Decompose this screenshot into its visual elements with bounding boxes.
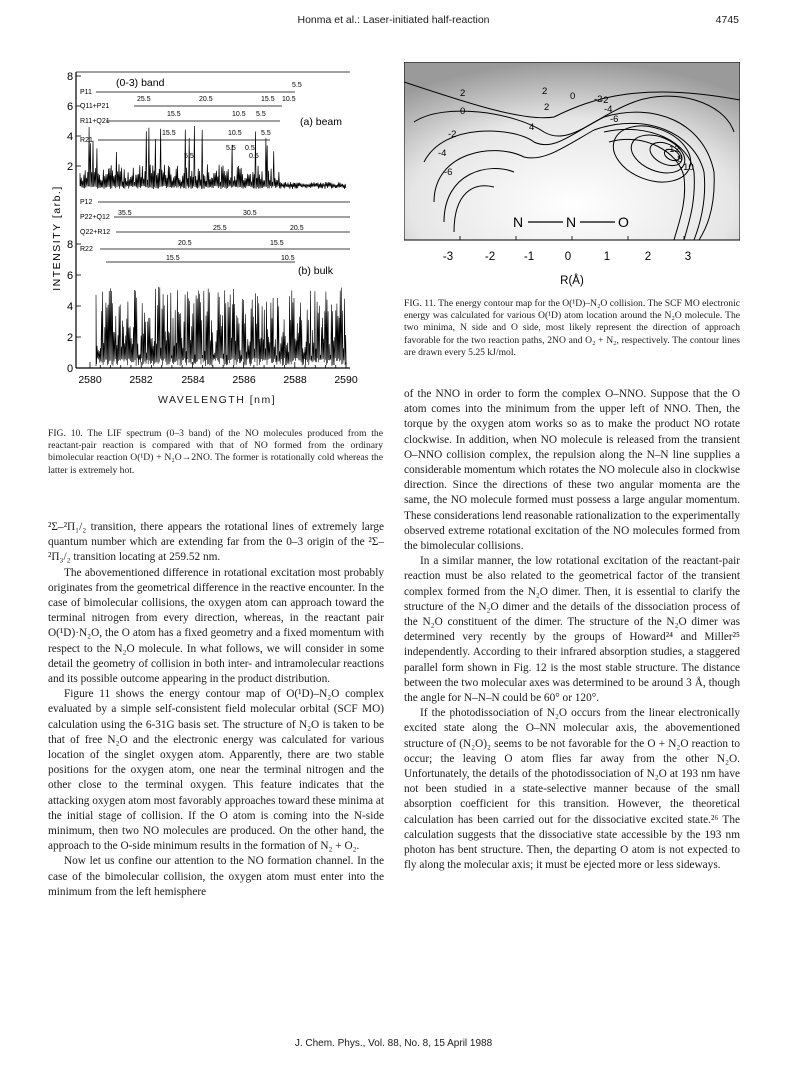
y-tick-label: 4: [67, 131, 74, 143]
x-axis-label: WAVELENGTH [nm]: [158, 394, 277, 406]
x-tick-label: 3: [684, 251, 692, 263]
contour-label: -4: [438, 148, 447, 159]
paragraph: of the NNO in order to form the complex O–NNO. Suppose that the O atom comes into the minimum from the upper left of NNO. Then, the torque by the oxygen atom works so as to make the product NO rotate clockwise. In addition, when NO molecule is released from the transient O–NNO collision complex, the repulsion along the N–N line supplies a considerable momentum which rotates the NO molecule also in clockwise direction. Since the directions of these two angular momenta are the same, the NO molecule formed must possess a large angular momentum. These considerations lend reasonable rationalization to the experimentally observed extreme rotational excitation of the NO molecules formed from the bimolecular collisions.: [404, 388, 740, 553]
x-tick-label: 1: [603, 251, 611, 263]
y-tick-label: 2: [67, 332, 74, 344]
journal-footer: J. Chem. Phys., Vol. 88, No. 8, 15 April 1988: [294, 1038, 493, 1049]
contour-label: 4: [529, 122, 535, 133]
contour-label: 2: [544, 102, 550, 113]
band-label: (0-3) band: [116, 77, 165, 89]
contour-label: 0: [460, 106, 466, 117]
contour-label: -8: [674, 154, 683, 165]
x-tick-label: 0: [564, 251, 572, 263]
j-mark: 15.5: [166, 255, 180, 262]
j-mark: 5.5: [256, 111, 266, 118]
left-column: [48, 520, 384, 900]
y-tick-label: 8: [67, 239, 74, 251]
j-mark: 10.5: [281, 255, 295, 262]
j-mark: 0.5: [245, 145, 255, 152]
y-axis-label: INTENSITY [arb.]: [51, 185, 63, 291]
paragraph: If the photodissociation of N₂O occurs from the linear electronically excited state along the O–NN molecular axis, the abovementioned structure of (N₂O)₂ seems to be not favorable for the O + N₂O reaction to occur; the leaving O atom flies far away from the other N₂O. Unfortunately, the details of the photodissociation of N₂O at 193 nm have not been studied in a state-selective manner because of the small absorption coefficient for this transition. However, the theoretical calculation has been carried out for the dissociative excited state.²⁶ The calculation suggests that the dissociative state accessible by the 193 nm photon has bent structure. Then, the departing O atom is not expected to fly along the molecular axis; it must be ejected more or less sideways.: [404, 707, 740, 872]
paragraph: Figure 11 shows the energy contour map of O(¹D)–N₂O complex evaluated by a simple self-consistent field molecular orbital (SCF MO) calculation using the 6-31G basis set. The structure of N₂O is taken to be that of free N₂O and the electronic energy was calculated for various location of the singlet oxygen atom. Apparently, there are two stable positions for the oxygen atom, one near the terminal nitrogen and the other close to the terminal oxygen. This feature indicates that the attacking oxygen atom most favorably approaches toward these minima at the initial stage of collision. If the O atom is coming into the N-side minimum, then two NO molecules are produced. On the other hand, the approach to the O-side minimum results in the formation of N₂ + O₂.: [48, 688, 384, 853]
j-mark: 10.5: [232, 111, 246, 118]
contour-map-figure: [404, 62, 740, 290]
j-mark: 15.5: [261, 96, 275, 103]
x-tick-label: 2580: [78, 374, 102, 386]
j-mark: 0.5: [249, 153, 259, 160]
branch-label: P22+Q12: [80, 214, 110, 221]
branch-label: R21: [80, 137, 93, 144]
x-tick-label: 2590: [334, 374, 358, 386]
j-mark: 20.5: [199, 96, 213, 103]
j-mark: 5.5: [184, 153, 194, 160]
contour-label: -4: [604, 104, 613, 115]
spectrum-trace-bulk: [96, 287, 346, 366]
x-tick-label: 2586: [232, 374, 256, 386]
paragraph: The abovementioned difference in rotational excitation most probably originates from the geometrical difference in the reactive encounter. In the case of bimolecular collisions, the oxygen atom can approach toward the terminal nitrogen from every direction, whereas, in the reactant pair O(¹D)·N₂O, the O atom has a fixed geometry and a fixed momentum with respect to the N₂O molecule. In what follows, we will consider in some detail the geometry of collision in both inter- and intramolecular reactions and its possible outcome appearing in the product distribution.: [48, 566, 384, 686]
branch-label: R11+Q21: [80, 118, 110, 125]
x-tick-label: 2582: [129, 374, 153, 386]
x-tick-label: -1: [523, 251, 535, 263]
paragraph: ²Σ–²Π₁/₂ transition, there appears the rotational lines of extremely large quantum number which are extending far from the 0–3 origin of the ²Σ–²Π₃/₂ transition locating at 259.52 nm.: [48, 521, 384, 564]
branch-label: P11: [80, 89, 92, 96]
x-tick-label: 2588: [283, 374, 307, 386]
contour-label: -10: [680, 162, 694, 173]
j-mark: 35.5: [118, 210, 132, 217]
j-mark: 15.5: [167, 111, 181, 118]
y-tick-label: 4: [67, 301, 74, 313]
j-mark: 20.5: [178, 240, 192, 247]
contour-label: 2: [542, 86, 548, 97]
paragraph: In a similar manner, the low rotational excitation of the reactant-pair reaction must be also related to the geometrical factor of the transient complex formed from the N₂O dimer. Then, it is essential to clarify the structure of the N₂O dimer and the details of the dissociation process of the N₂O constituent of the dimer. The structure of the N₂O dimer was determined very recently by the groups of Howard²⁴ and Miller²⁵ independently. According to their infrared absorption studies, a staggered parallel form shown in Fig. 12 is the most stable structure. The distance between the two molecular axes was determined to be around 3 Å, though the angle for N–N–N could be 60° or 120°.: [404, 555, 740, 705]
y-tick-label: 6: [67, 101, 74, 113]
j-mark: 10.5: [228, 130, 242, 137]
contour-label: -12: [666, 144, 680, 155]
x-tick-label: -3: [442, 251, 454, 263]
panel-b-label: (b) bulk: [298, 265, 334, 277]
contour-label: -2: [594, 94, 603, 105]
lif-spectrum-figure: [50, 62, 380, 388]
j-mark: 25.5: [213, 225, 227, 232]
fig11-caption: FIG. 11. The energy contour map for the O(¹D)–N₂O collision. The SCF MO electronic energy was calculated for various O(¹D) atom location around the N₂O molecule. The two minima, N side and O side, most likely represent the direction of approach favorable for the two reaction paths, 2NO and O₂ + N₂, respectively. The contour lines are drawn every 5.25 kJ/mol.: [404, 298, 740, 358]
branch-label: P12: [80, 199, 93, 206]
running-title: Honma et al.: Laser-initiated half-reaction: [297, 14, 490, 26]
j-mark: 25.5: [137, 96, 151, 103]
y-tick-label: 0: [67, 363, 74, 375]
atom-n1: N: [513, 214, 524, 230]
contour-label: -2: [600, 95, 609, 106]
branch-label: Q11+P21: [80, 103, 110, 110]
j-mark: 5.5: [292, 82, 302, 89]
y-tick-label: 6: [67, 270, 74, 282]
x-tick-label: 2: [644, 251, 652, 263]
x-tick-label: -2: [484, 251, 496, 263]
x-axis-label: R(Å): [560, 275, 584, 287]
branch-label: R22: [80, 246, 93, 253]
j-mark: 20.5: [290, 225, 304, 232]
j-mark: 15.5: [162, 130, 176, 137]
y-tick-label: 8: [67, 71, 74, 83]
page-number: 4745: [715, 14, 739, 26]
contour-label: -6: [610, 114, 619, 125]
contour-label: 2: [460, 88, 466, 99]
j-mark: 15.5: [270, 240, 284, 247]
contour-label: -2: [448, 129, 457, 140]
j-mark: 10.5: [282, 96, 296, 103]
spectrum-trace-beam: [80, 126, 346, 189]
panel-a-label: (a) beam: [300, 116, 343, 128]
j-mark: 5.5: [261, 130, 271, 137]
j-mark: 5.5: [226, 145, 236, 152]
contour-label: 0: [570, 91, 576, 102]
x-tick-label: 2584: [181, 374, 205, 386]
fig10-caption: FIG. 10. The LIF spectrum (0–3 band) of the NO molecules produced from the reactant-pair reaction is compared with that of NO formed from the ordinary bimolecular reaction O(¹D) + N₂O→2NO. The former is rotationally cold whereas the latter is extremely hot.: [48, 428, 383, 476]
atom-o: O: [618, 214, 629, 230]
contour-label: -6: [444, 167, 453, 178]
j-mark: 30.5: [243, 210, 257, 217]
y-tick-label: 2: [67, 161, 74, 173]
right-column: [404, 387, 740, 874]
atom-n2: N: [566, 214, 577, 230]
paragraph: Now let us confine our attention to the NO formation channel. In the case of the bimolecular collision, the oxygen atom must enter into the minimum from the left hemisphere: [48, 855, 384, 898]
branch-label: Q22+R12: [80, 229, 111, 236]
